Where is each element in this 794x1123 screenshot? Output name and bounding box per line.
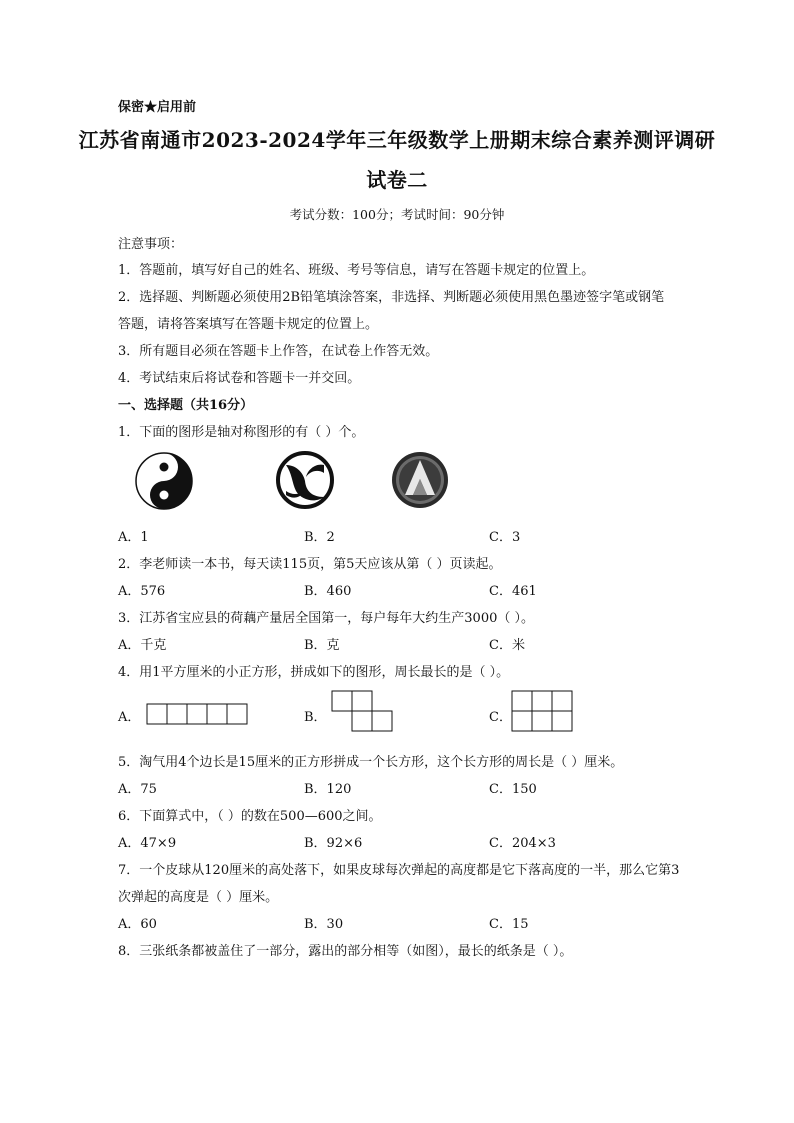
question-stem-continued: 次弹起的高度是（ ）厘米。 xyxy=(118,890,279,905)
option-a: A．75 xyxy=(118,782,157,797)
notes-heading: 注意事项： xyxy=(118,237,184,252)
swirl-logo-icon xyxy=(276,451,334,509)
exam-title-line2: 试卷二 xyxy=(366,168,428,192)
question-stem: 6．下面算式中，（ ）的数在500—600之间。 xyxy=(118,809,382,824)
note-item: 3．所有题目必须在答题卡上作答，在试卷上作答无效。 xyxy=(118,344,439,359)
option-b: B．92×6 xyxy=(304,836,363,851)
question-stem: 1．下面的图形是轴对称图形的有（ ）个。 xyxy=(118,425,365,440)
yin-yang-icon xyxy=(134,451,194,511)
option-c: C．米 xyxy=(489,638,525,653)
option-a: A．千克 xyxy=(118,638,167,653)
option-a: A．60 xyxy=(118,917,157,932)
option-c: C．204×3 xyxy=(489,836,556,851)
option-b: B．2 xyxy=(304,530,335,545)
option-b: B．克 xyxy=(304,638,340,653)
option-c: C．15 xyxy=(489,917,529,932)
note-item: 2．选择题、判断题必须使用2B铅笔填涂答案，非选择、判断题必须使用黑色墨迹签字笔或钢笔 xyxy=(118,290,665,305)
option-c: C．461 xyxy=(489,584,537,599)
note-item: 1．答题前，填写好自己的姓名、班级、考号等信息，请写在答题卡规定的位置上。 xyxy=(118,263,595,278)
option-c: C．3 xyxy=(489,530,521,545)
option-b: B． xyxy=(304,710,327,725)
exam-info: 考试分数：100分；考试时间：90分钟 xyxy=(289,207,505,222)
confidential-label: 保密★启用前 xyxy=(118,100,197,115)
question-stem: 4．用1平方厘米的小正方形，拼成如下的图形，周长最长的是（ ）。 xyxy=(118,665,510,680)
option-c: C． xyxy=(489,710,512,725)
five-square-row-figure xyxy=(146,703,248,725)
option-c: C．150 xyxy=(489,782,537,797)
question-stem: 7．一个皮球从120厘米的高处落下，如果皮球每次弹起的高度都是它下落高度的一半，那么它第3 xyxy=(118,863,680,878)
question-stem: 2．李老师读一本书，每天读115页，第5天应该从第（ ）页读起。 xyxy=(118,557,502,572)
question-stem: 5．淘气用4个边长是15厘米的正方形拼成一个长方形，这个长方形的周长是（ ）厘米。 xyxy=(118,755,624,770)
note-item: 4．考试结束后将试卷和答题卡一并交回。 xyxy=(118,371,361,386)
option-a: A．47×9 xyxy=(118,836,177,851)
option-b: B．460 xyxy=(304,584,352,599)
option-a: A．1 xyxy=(118,530,149,545)
grid-squares-figure xyxy=(511,690,575,734)
stair-squares-figure xyxy=(331,690,395,734)
option-b: B．120 xyxy=(304,782,352,797)
question-stem: 3．江苏省宝应县的荷藕产量居全国第一，每户每年大约生产3000（ ）。 xyxy=(118,611,534,626)
question-stem: 8．三张纸条都被盖住了一部分，露出的部分相等（如图），最长的纸条是（ ）。 xyxy=(118,944,573,959)
section-heading: 一、选择题（共16分） xyxy=(118,398,254,413)
option-b: B．30 xyxy=(304,917,344,932)
option-a: A． xyxy=(118,710,141,725)
option-a: A．576 xyxy=(118,584,166,599)
exam-title: 江苏省南通市2023-2024学年三年级数学上册期末综合素养测评调研 xyxy=(78,128,716,152)
arrow-badge-icon xyxy=(391,451,449,509)
note-item: 答题，请将答案填写在答题卡规定的位置上。 xyxy=(118,317,379,332)
